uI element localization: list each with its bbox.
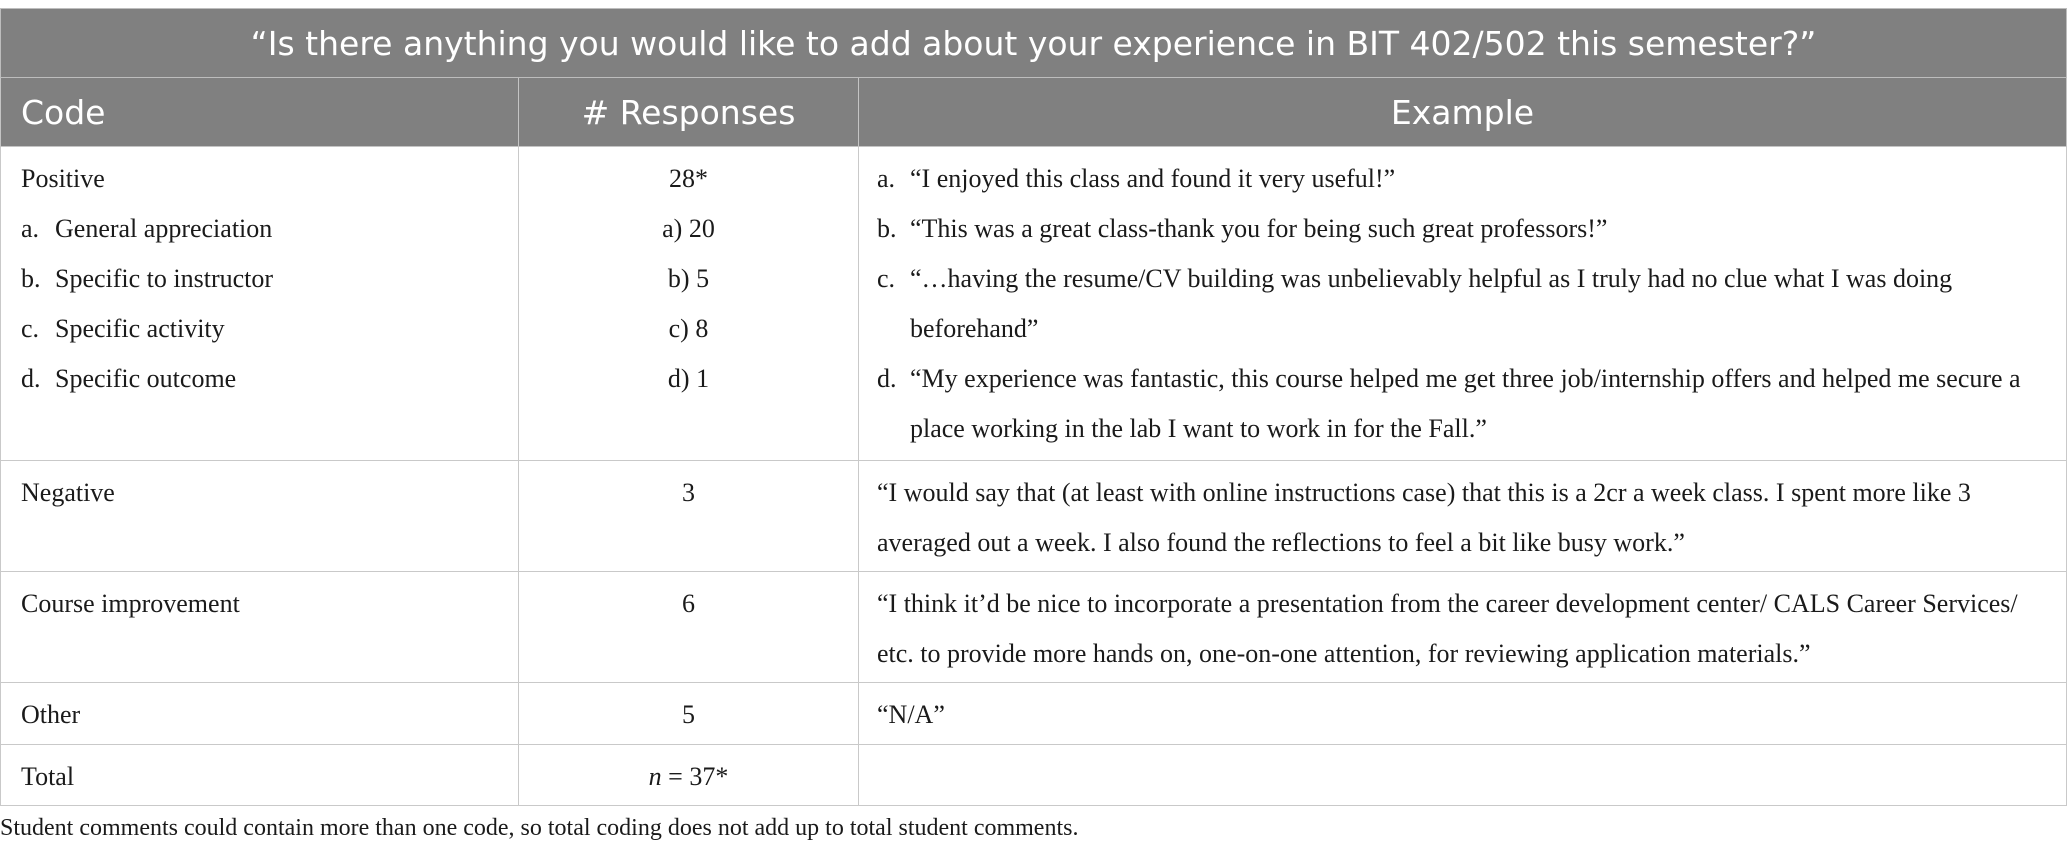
subcode-item: a. General appreciation bbox=[21, 214, 273, 243]
table-footnote: Student comments could contain more than one code, so total coding does not add up to total student comments. bbox=[0, 815, 1079, 841]
cell-code-total: Total bbox=[1, 745, 519, 806]
table-row-negative bbox=[1, 461, 2067, 572]
cell-code-other: Other bbox=[1, 683, 519, 745]
cell-example-total bbox=[859, 745, 2067, 806]
cell-responses-course-improvement: 6 bbox=[519, 572, 859, 683]
cell-example-positive bbox=[859, 147, 2067, 461]
column-header-code: Code bbox=[1, 78, 519, 147]
column-header-responses: # Responses bbox=[519, 78, 859, 147]
subcode-count: d) 1 bbox=[667, 364, 710, 393]
subcode-item: d. Specific outcome bbox=[21, 364, 237, 393]
code-label: Positive bbox=[21, 164, 105, 193]
total-n-value: = 37* bbox=[661, 762, 729, 791]
cell-example-course-improvement: “I think it’d be nice to incorporate a presentation from the career development center/ CALS Career Services/ etc. to provide more hands on, one-on-one attention, for reviewing application materials.” bbox=[859, 572, 2067, 683]
cell-example-negative: “I would say that (at least with online instructions case) that this is a 2cr a week class. I spent more like 3 averaged out a week. I also found the reflections to feel a bit like busy work.” bbox=[859, 461, 2067, 572]
example-item: a. “I enjoyed this class and found it very useful!” bbox=[877, 164, 1396, 193]
cell-code-course-improvement: Course improvement bbox=[1, 572, 519, 683]
subcode-count: c) 8 bbox=[668, 314, 709, 343]
table-row-other bbox=[1, 683, 2067, 745]
subcode-count: b) 5 bbox=[667, 264, 710, 293]
table-row-positive bbox=[1, 147, 2067, 461]
example-item: b. “This was a great class-thank you for being such great professors!” bbox=[877, 214, 1608, 243]
subcode-count: a) 20 bbox=[662, 214, 715, 243]
coding-table bbox=[0, 8, 2067, 806]
cell-code-negative: Negative bbox=[1, 461, 519, 572]
table-row-total bbox=[1, 745, 2067, 806]
table-title: “Is there anything you would like to add about your experience in BIT 402/502 this semester?” bbox=[1, 9, 2067, 78]
column-header-example: Example bbox=[859, 78, 2067, 147]
cell-example-other: “N/A” bbox=[859, 683, 2067, 745]
cell-responses-positive bbox=[519, 147, 859, 461]
cell-responses-other: 5 bbox=[519, 683, 859, 745]
total-n-symbol: n bbox=[648, 762, 662, 791]
table-row-course-improvement bbox=[1, 572, 2067, 683]
subcode-item: b. Specific to instructor bbox=[21, 264, 274, 293]
cell-responses-total bbox=[519, 745, 859, 806]
example-item: c. “…having the resume/CV building was unbelievably helpful as I truly had no clue what I was doing beforehand” bbox=[877, 264, 1953, 343]
cell-responses-negative: 3 bbox=[519, 461, 859, 572]
example-item: d. “My experience was fantastic, this course helped me get three job/internship offers and helped me secure a place working in the lab I want to work in for the Fall.” bbox=[877, 364, 2021, 443]
cell-code-positive bbox=[1, 147, 519, 461]
column-header-row bbox=[1, 78, 2067, 147]
subcode-item: c. Specific activity bbox=[21, 314, 225, 343]
response-count: 28* bbox=[669, 164, 708, 193]
table-title-row bbox=[1, 9, 2067, 78]
coding-table-container bbox=[0, 8, 2066, 806]
